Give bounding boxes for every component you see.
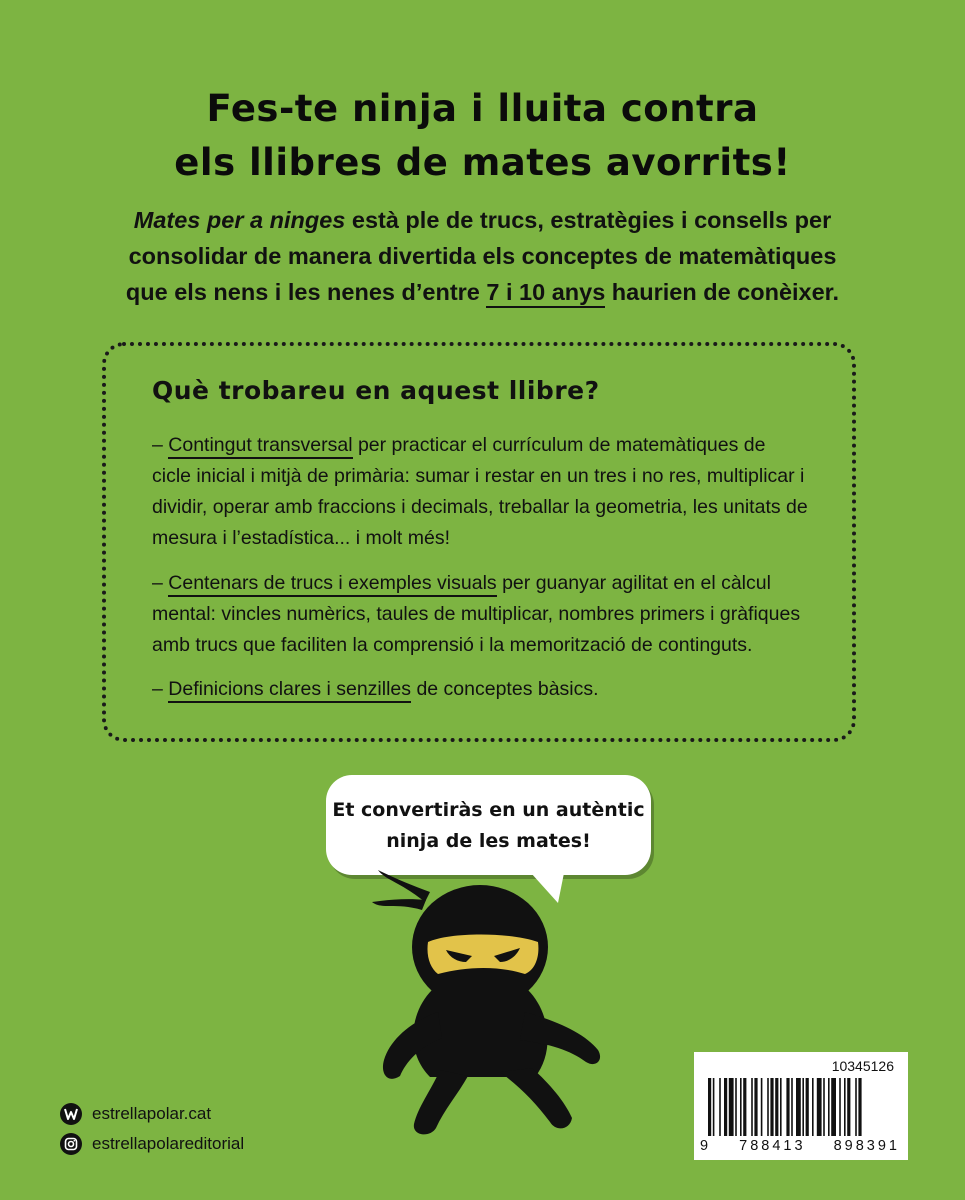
intro-line-1: està ple de trucs, estratègies i consells per (345, 207, 832, 233)
barcode-digit-group: 898391 (833, 1138, 900, 1154)
item-highlight: Centenars de trucs i exemples visuals (168, 572, 496, 597)
age-range: 7 i 10 anys (486, 279, 605, 308)
bubble-line-2: ninja de les mates! (386, 830, 591, 852)
headline-line-1: Fes-te ninja i lluita contra (206, 87, 759, 130)
barcode-digit-group: 9 (700, 1138, 712, 1154)
item-text: de conceptes bàsics. (411, 678, 599, 700)
item-text: per practicar el currículum de matemàtiques de (352, 434, 766, 456)
item-text: dividir, operar amb fraccions i decimals, treballar la geometria, les unitats de (152, 496, 808, 518)
headline (0, 82, 965, 190)
instagram-link[interactable] (60, 1132, 244, 1156)
item-highlight: Contingut transversal (168, 434, 352, 459)
item-text: mental: vincles numèrics, taules de multiplicar, nombres primers i gràfiques (152, 603, 801, 625)
box-title: Què trobareu en aquest llibre? (152, 376, 600, 405)
bubble-text (326, 795, 651, 857)
website-text: estrellapolar.cat (92, 1104, 212, 1123)
isbn-barcode (694, 1052, 908, 1160)
book-title: Mates per a ninges (133, 207, 346, 233)
item-text: amb trucs que faciliten la comprensió i la memorització de continguts. (152, 634, 753, 656)
speech-bubble (326, 775, 651, 875)
barcode-code: 10345126 (831, 1058, 894, 1074)
item-text: cicle inicial i mitjà de primària: sumar i restar en un tres i no res, multiplicar i (152, 465, 805, 487)
contents-item-1 (152, 430, 832, 554)
contents-item-2 (152, 568, 832, 661)
ninja-illustration (360, 862, 620, 1162)
barcode-digits (700, 1138, 900, 1154)
intro-paragraph (90, 202, 875, 310)
website-link[interactable] (60, 1102, 211, 1126)
item-dash: – (152, 572, 169, 594)
barcode-digit-group: 788413 (739, 1138, 806, 1154)
contents-box (102, 342, 856, 742)
intro-line-3b: haurien de conèixer. (605, 279, 840, 305)
item-dash: – (152, 678, 169, 700)
instagram-text: estrellapolareditorial (92, 1134, 245, 1153)
intro-line-3a: que els nens i les nenes d’entre (125, 279, 487, 305)
bubble-line-1: Et convertiràs en un autèntic (332, 799, 645, 821)
item-text: mesura i l’estadística... i molt més! (152, 527, 451, 549)
item-highlight: Definicions clares i senzilles (168, 678, 411, 703)
intro-line-2: consolidar de manera divertida els conceptes de matemàtiques (128, 243, 837, 269)
headline-line-2: els llibres de mates avorrits! (174, 141, 791, 184)
item-dash: – (152, 434, 169, 456)
item-text: per guanyar agilitat en el càlcul (496, 572, 771, 594)
instagram-icon (60, 1133, 82, 1155)
w-logo-icon (60, 1103, 82, 1125)
contents-item-3 (152, 674, 832, 705)
